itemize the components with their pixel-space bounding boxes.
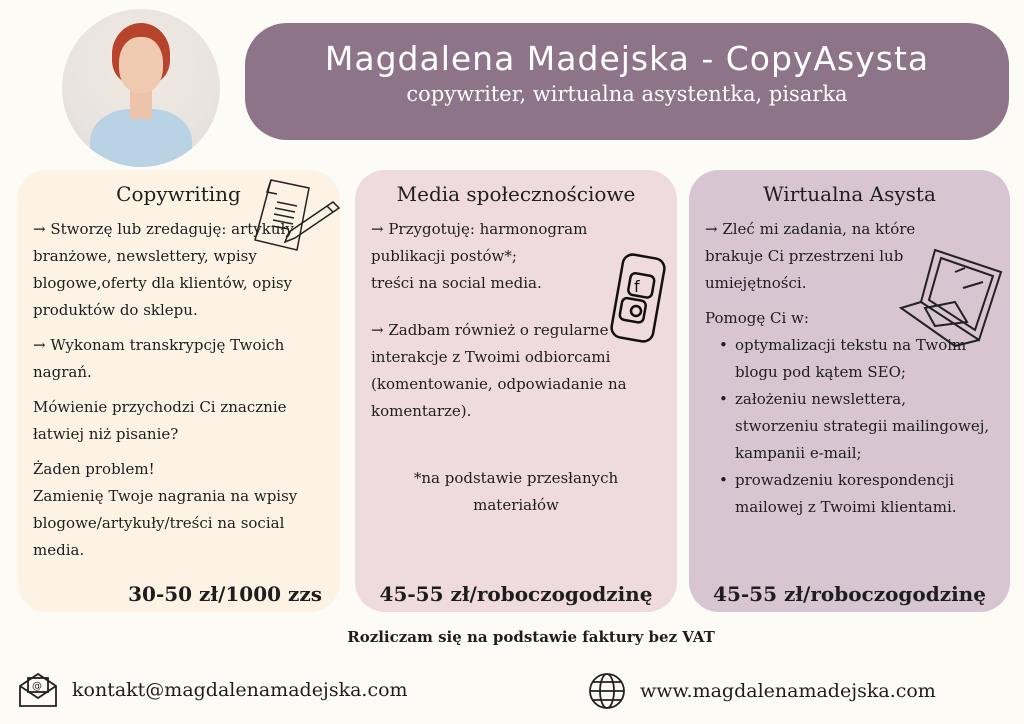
- card-title: Wirtualna Asysta: [763, 182, 936, 206]
- copywriting-text-5: Zamienię Twoje nagrania na wpisy blogowe/artykuły/treści na social media.: [33, 487, 298, 559]
- email-icon: [18, 672, 58, 708]
- invoice-note: Rozliczam się na podstawie faktury bez VAT: [347, 628, 715, 646]
- social-text-2: treści na social media.: [371, 274, 542, 292]
- list-item: • optymalizacji tekstu na Twoim blogu pod kątem SEO;: [719, 332, 994, 386]
- phone-social-icon: [605, 252, 671, 344]
- card-copywriting: [17, 170, 340, 612]
- page-subtitle: copywriter, wirtualna asystentka, pisarka: [406, 82, 848, 106]
- card-title: Media społecznościowe: [396, 182, 636, 206]
- card-title: Copywriting: [116, 182, 241, 206]
- list-item: • założeniu newslettera, stworzeniu strategii mailingowej, kampanii e-mail;: [719, 386, 994, 467]
- va-list: [705, 332, 994, 521]
- profile-photo: [62, 9, 220, 167]
- copywriting-text-2: → Wykonam transkrypcję Twoich nagrań.: [33, 336, 285, 381]
- copywriting-text-4: Żaden problem!: [33, 460, 155, 478]
- social-text-1: → Przygotuję: harmonogram publikacji postów*;: [371, 220, 588, 265]
- va-text-2: Pomogę Ci w:: [705, 309, 809, 327]
- social-text-3: → Zadbam również o regularne interakcje z Twoimi odbiorcami (komentowanie, odpowiadanie na komentarze).: [371, 321, 627, 420]
- svg-text:f: f: [634, 277, 640, 296]
- copywriting-text-3: Mówienie przychodzi Ci znacznie łatwiej niż pisanie?: [33, 398, 287, 443]
- globe-icon: [588, 672, 626, 710]
- email-contact: [18, 672, 408, 708]
- svg-text:@: @: [32, 681, 42, 692]
- price-social-media: 45-55 zł/roboczogodzinę: [379, 582, 653, 606]
- price-virtual-assistant: 45-55 zł/roboczogodzinę: [713, 582, 986, 606]
- website-link[interactable]: www.magdalenamadejska.com: [640, 680, 936, 702]
- card-virtual-assistant: [689, 170, 1010, 612]
- card-social-media: [355, 170, 677, 612]
- header-banner: [245, 23, 1009, 140]
- document-pen-icon: [249, 176, 343, 256]
- email-link[interactable]: kontakt@magdalenamadejska.com: [72, 679, 408, 701]
- price-copywriting: 30-50 zł/1000 zzs: [128, 582, 322, 606]
- website-contact: [588, 672, 936, 710]
- page-title: Magdalena Madejska - CopyAsysta: [324, 39, 930, 78]
- list-item: • prowadzeniu korespondencji mailowej z Twoimi klientami.: [719, 467, 994, 521]
- social-footnote: *na podstawie przesłanych materiałów: [413, 469, 619, 514]
- copywriting-text-1: → Stworzę lub zredaguję: artykuły branżowe, newslettery, wpisy blogowe,oferty dla klientów, opisy produktów do sklepu.: [33, 220, 294, 319]
- va-text-1: → Zleć mi zadania, na które brakuje Ci przestrzeni lub umiejętności.: [705, 220, 916, 292]
